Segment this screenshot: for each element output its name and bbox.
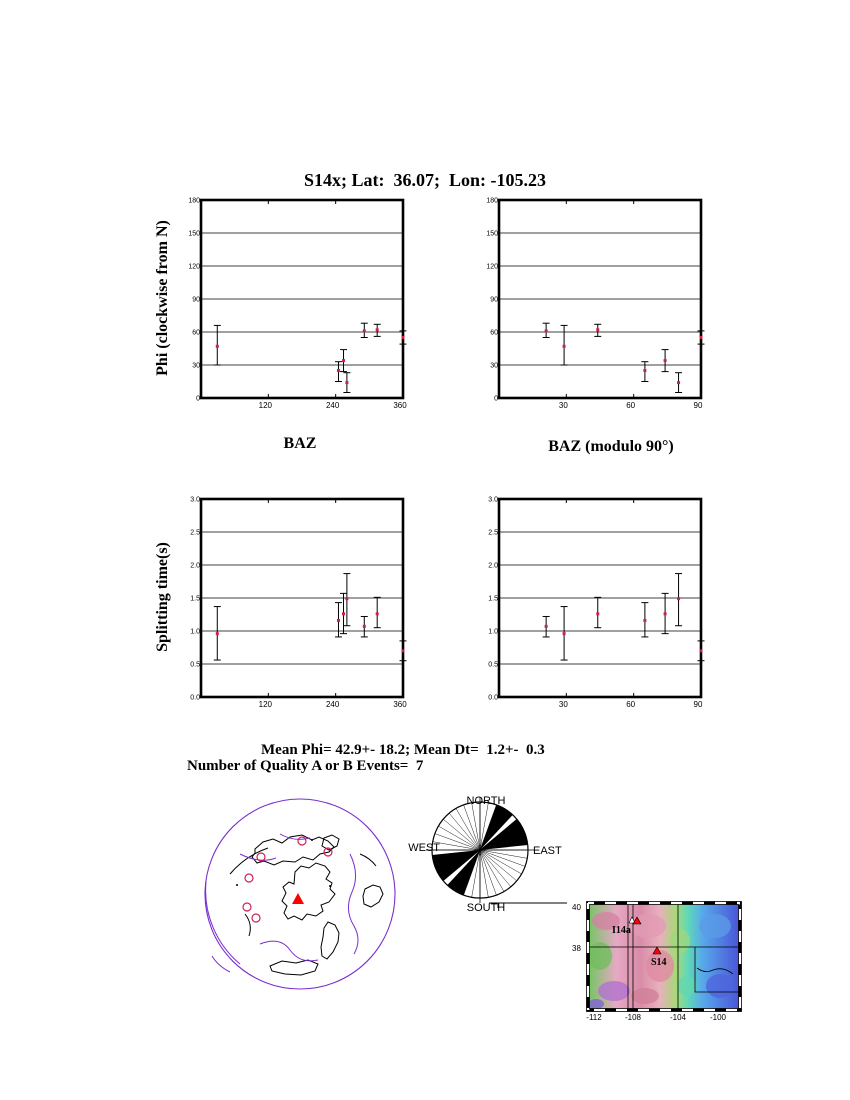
regional-topo-map	[570, 896, 755, 1026]
measurement-marker	[376, 612, 379, 615]
globe-map	[200, 794, 400, 994]
x-tick-label: 120	[258, 700, 273, 709]
y-tick-label: 2.5	[488, 529, 498, 537]
rose-canvas	[426, 797, 534, 903]
y-tick-label: 30	[490, 362, 498, 370]
measurement-marker	[402, 649, 405, 652]
measurement-marker	[337, 369, 340, 372]
y-tick-label: 120	[188, 263, 200, 271]
rose-label-south: SOUTH	[466, 902, 506, 914]
lon-label: -112	[586, 1013, 602, 1022]
measurement-marker	[596, 612, 599, 615]
data-points	[214, 574, 407, 661]
measurement-marker	[376, 328, 379, 331]
station-triangle-icon	[292, 893, 304, 904]
x-tick-label: 30	[558, 700, 568, 709]
y-tick-label: 0	[196, 395, 200, 403]
data-points	[214, 323, 407, 392]
y-tick-label: 120	[486, 263, 498, 271]
y-tick-label: 0.5	[190, 661, 200, 669]
rose-label-north: NORTH	[466, 795, 506, 807]
lon-label: -108	[624, 1013, 642, 1022]
measurement-marker	[545, 329, 548, 332]
y-tick-label: 0.0	[190, 694, 200, 702]
lon-label: -100	[709, 1013, 727, 1022]
x-tick-label: 240	[325, 401, 340, 410]
measurement-marker	[664, 359, 667, 362]
measurement-marker	[402, 336, 405, 339]
y-tick-label: 180	[486, 197, 498, 205]
station-label: S14	[651, 957, 667, 968]
measurement-marker	[363, 625, 366, 628]
y-tick-label: 3.0	[190, 496, 200, 504]
x-tick-label: 240	[325, 700, 340, 709]
event-epicenter-icons	[243, 837, 332, 922]
y-tick-label: 1.0	[190, 628, 200, 636]
measurement-marker	[342, 612, 345, 615]
phi-vs-baz-mod90-plot	[473, 192, 709, 412]
y-tick-label: 90	[490, 296, 498, 304]
measurement-marker	[563, 632, 566, 635]
measurement-marker	[677, 597, 680, 600]
measurement-marker	[677, 381, 680, 384]
dt-vs-baz-plot	[175, 491, 411, 711]
rose-label-east: EAST	[533, 845, 562, 857]
measurement-marker	[363, 329, 366, 332]
x-axis-label-baz-mod90: BAZ (modulo 90°)	[548, 438, 674, 455]
y-tick-label: 60	[490, 329, 498, 337]
measurement-marker	[216, 632, 219, 635]
x-tick-label: 360	[393, 401, 407, 410]
x-tick-label: 90	[693, 401, 703, 410]
phi-vs-baz-plot	[175, 192, 411, 412]
dt-vs-baz-mod90-plot	[473, 491, 709, 711]
y-axis-label-splitting-time: Splitting time(s)	[154, 542, 171, 652]
y-tick-label: 180	[188, 197, 200, 205]
y-tick-label: 60	[192, 329, 200, 337]
page-title: S14x; Lat: 36.07; Lon: -105.23	[304, 170, 546, 190]
x-tick-label: 60	[626, 401, 636, 410]
x-tick-label: 30	[558, 401, 568, 410]
event-count-line: Number of Quality A or B Events= 7	[187, 758, 424, 774]
measurement-marker	[342, 359, 345, 362]
globe-rim	[205, 799, 395, 989]
measurement-marker	[700, 336, 703, 339]
y-tick-label: 150	[486, 230, 498, 238]
measurement-marker	[700, 649, 703, 652]
rose-label-west: WEST	[408, 842, 440, 854]
lat-label: 40	[572, 903, 581, 912]
measurement-marker	[345, 597, 348, 600]
y-tick-label: 1.5	[190, 595, 200, 603]
mean-summary-line: Mean Phi= 42.9+- 18.2; Mean Dt= 1.2+- 0.3	[261, 742, 545, 758]
y-tick-label: 2.0	[190, 562, 200, 570]
y-tick-label: 30	[192, 362, 200, 370]
measurement-marker	[643, 619, 646, 622]
data-points	[543, 574, 705, 661]
y-tick-label: 1.5	[488, 595, 498, 603]
x-tick-label: 90	[693, 700, 703, 709]
measurement-marker	[563, 345, 566, 348]
y-axis-label-phi: Phi (clockwise from N)	[154, 220, 171, 376]
lat-label: 38	[572, 944, 581, 953]
y-tick-label: 2.5	[190, 529, 200, 537]
measurement-marker	[345, 381, 348, 384]
measurement-marker	[596, 328, 599, 331]
y-tick-label: 3.0	[488, 496, 498, 504]
y-tick-label: 90	[192, 296, 200, 304]
x-axis-label-baz: BAZ	[283, 435, 317, 452]
y-tick-label: 0.0	[488, 694, 498, 702]
y-tick-label: 150	[188, 230, 200, 238]
measurement-marker	[643, 369, 646, 372]
data-points	[543, 323, 705, 392]
y-tick-label: 2.0	[488, 562, 498, 570]
measurement-marker	[545, 625, 548, 628]
y-tick-label: 0.5	[488, 661, 498, 669]
measurement-marker	[664, 612, 667, 615]
phi-rose-diagram	[390, 780, 590, 925]
measurement-marker	[216, 345, 219, 348]
coastlines	[230, 835, 383, 975]
measurement-marker	[337, 619, 340, 622]
x-tick-label: 120	[258, 401, 273, 410]
lon-label: -104	[669, 1013, 687, 1022]
x-tick-label: 60	[626, 700, 636, 709]
station-label: I14a	[612, 925, 631, 936]
y-tick-label: 1.0	[488, 628, 498, 636]
y-tick-label: 0	[494, 395, 498, 403]
x-tick-label: 360	[393, 700, 407, 709]
